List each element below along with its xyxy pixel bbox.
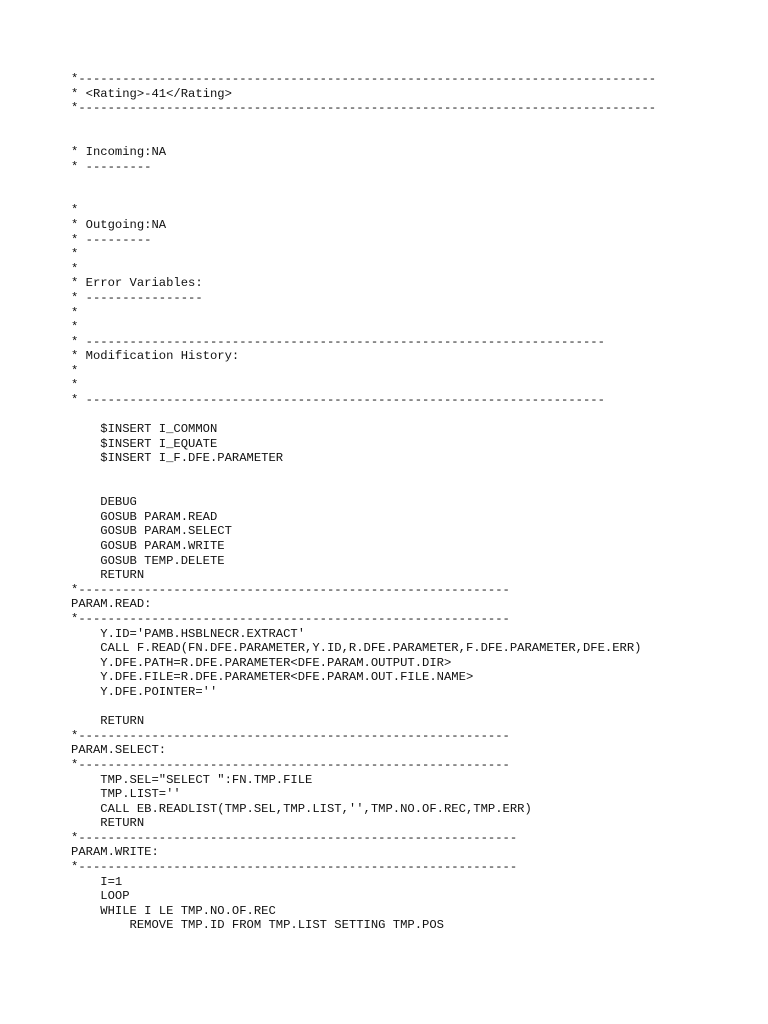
code-line: GOSUB TEMP.DELETE bbox=[71, 553, 225, 568]
code-line: PARAM.SELECT: bbox=[71, 743, 167, 758]
code-line: *----------------------------------------------------------- bbox=[71, 611, 510, 626]
code-line: * bbox=[71, 247, 79, 262]
code-line: REMOVE TMP.ID FROM TMP.LIST SETTING TMP.POS bbox=[71, 918, 444, 933]
code-line: Y.DFE.PATH=R.DFE.PARAMETER<DFE.PARAM.OUTPUT.DIR> bbox=[71, 655, 452, 670]
code-line: GOSUB PARAM.WRITE bbox=[71, 539, 225, 553]
code-line: Y.ID='PAMB.HSBLNECR.EXTRACT' bbox=[71, 626, 306, 641]
code-line bbox=[71, 189, 761, 204]
code-line: GOSUB PARAM.READ bbox=[71, 509, 218, 524]
code-line: WHILE I LE TMP.NO.OF.REC bbox=[71, 903, 276, 918]
code-line: * bbox=[71, 378, 79, 393]
code-line: * --------- bbox=[71, 159, 152, 174]
code-line: *------------------------------------------------------------ bbox=[71, 860, 518, 875]
code-line: RETURN bbox=[71, 568, 145, 583]
code-line: * ---------------- bbox=[71, 290, 203, 305]
code-line: * Modification History: bbox=[71, 349, 240, 364]
code-line bbox=[71, 174, 761, 189]
code-line: * Error Variables: bbox=[71, 276, 203, 291]
code-line: $INSERT I_COMMON bbox=[71, 422, 218, 437]
code-line: *----------------------------------------------------------- bbox=[71, 582, 510, 597]
code-line: *------------------------------------------------------------------------------- bbox=[71, 101, 657, 116]
code-line: * <Rating>-41</Rating> bbox=[71, 86, 232, 101]
code-line: DEBUG bbox=[71, 495, 137, 510]
code-line: CALL EB.READLIST(TMP.SEL,TMP.LIST,'',TMP.NO.OF.REC,TMP.ERR) bbox=[71, 801, 532, 816]
code-line: * bbox=[71, 363, 79, 378]
code-line: CALL F.READ(FN.DFE.PARAMETER,Y.ID,R.DFE.PARAMETER,F.DFE.PARAMETER,DFE.ERR) bbox=[71, 641, 642, 656]
code-line: * bbox=[71, 305, 79, 320]
code-line: * bbox=[71, 203, 79, 218]
source-code-listing bbox=[71, 72, 761, 933]
code-line: TMP.LIST='' bbox=[71, 787, 181, 802]
code-line: Y.DFE.POINTER='' bbox=[71, 684, 218, 699]
code-line: $INSERT I_EQUATE bbox=[71, 436, 218, 451]
code-line: I=1 bbox=[71, 874, 123, 889]
code-line: RETURN bbox=[71, 816, 145, 831]
code-line: PARAM.WRITE: bbox=[71, 845, 159, 860]
code-line bbox=[71, 116, 761, 131]
code-line: * ----------------------------------------------------------------------- bbox=[71, 393, 605, 408]
code-line bbox=[71, 130, 761, 145]
code-line: * Outgoing:NA bbox=[71, 217, 167, 232]
code-line bbox=[71, 408, 761, 423]
code-line: * --------- bbox=[71, 232, 152, 247]
code-line: Y.DFE.FILE=R.DFE.PARAMETER<DFE.PARAM.OUT.FILE.NAME> bbox=[71, 670, 474, 685]
code-line: GOSUB PARAM.SELECT bbox=[71, 524, 232, 539]
code-line: * bbox=[71, 320, 79, 335]
code-line: TMP.SEL="SELECT ":FN.TMP.FILE bbox=[71, 772, 313, 787]
code-line: * Incoming:NA bbox=[71, 144, 167, 159]
code-line: * bbox=[71, 261, 79, 276]
code-line: *------------------------------------------------------------------------------- bbox=[71, 72, 657, 86]
code-line: LOOP bbox=[71, 889, 130, 904]
code-line bbox=[71, 700, 761, 715]
code-line bbox=[71, 466, 761, 481]
code-line: PARAM.READ: bbox=[71, 597, 152, 612]
code-line: $INSERT I_F.DFE.PARAMETER bbox=[71, 451, 284, 466]
code-line: RETURN bbox=[71, 714, 145, 729]
code-line: *------------------------------------------------------------ bbox=[71, 830, 518, 845]
code-line: * ----------------------------------------------------------------------- bbox=[71, 334, 605, 349]
code-line: *----------------------------------------------------------- bbox=[71, 757, 510, 772]
code-line bbox=[71, 481, 761, 496]
code-line: *----------------------------------------------------------- bbox=[71, 728, 510, 743]
